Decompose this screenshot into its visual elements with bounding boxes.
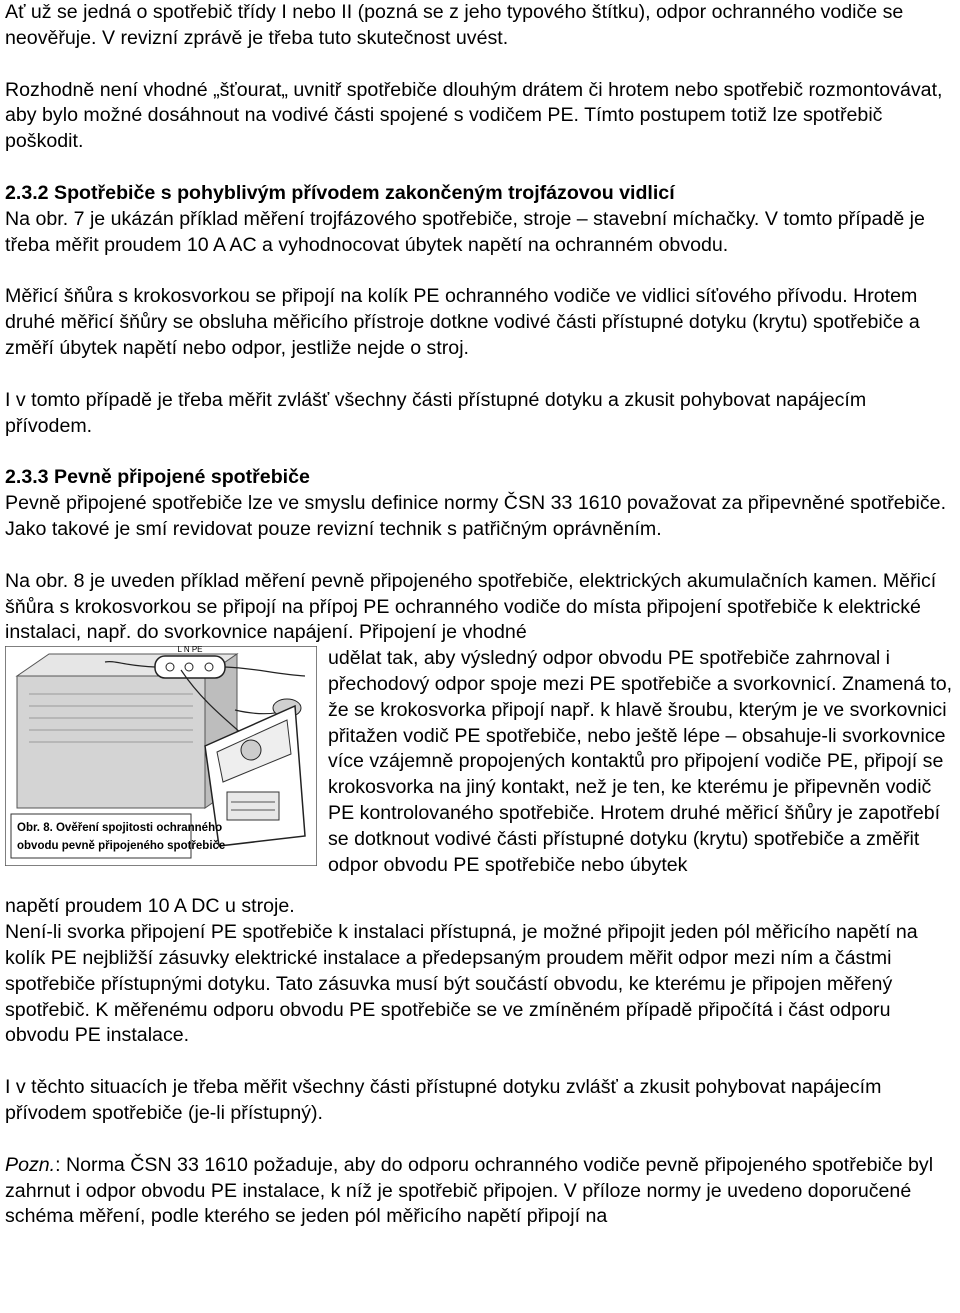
section-heading-2-3-3: 2.3.3 Pevně připojené spotřebiče (5, 466, 310, 489)
note-paragraph (5, 1153, 955, 1230)
paragraph-continuation: napětí proudem 10 A DC u stroje. (5, 895, 295, 918)
paragraph: Ať už se jedná o spotřebič třídy I nebo II (pozná se z jeho typového štítku), odpor ochranného vodiče se neověřuje. V revizní zprávě je třeba tuto skutečnost uvést. (5, 1, 904, 49)
paragraph: Není-li svorka připojení PE spotřebiče k instalaci přístupná, je možné připojit jeden pól měřicího napětí na kolík PE nejbližší zásuvky elektrické instalace a předepsaným proudem měřit odpor mezi ním a částmi spotřebiče přístupnými dotyku. Tato zásuvka musí být součástí obvodu, ke kterému je připojen měřený spotřebič. K měřenému odporu obvodu PE spotřebiče se ve zmíněném případě připočítá i část odporu obvodu PE instalace. (5, 921, 918, 1047)
paragraph: Rozhodně není vhodné „šťourat„ uvnitř spotřebiče dlouhým drátem či hrotem nebo spotřebič rozmontovávat, aby bylo možné dosáhnout na vodivé části spojené s vodičem PE. Tímto postupem totiž lze spotřebič poškodit. (5, 78, 943, 153)
paragraph: Měřicí šňůra s krokosvorkou se připojí na kolík PE ochranného vodiče ve vidlici síťového přívodu. Hrotem druhé měřicí šňůry se obsluha měřicího přístroje dotkne vodivé části přístupné dotyku (krytu) spotřebiče a změří úbytek napětí nebo odpor, jestliže nejde o stroj. (5, 285, 920, 359)
paragraph-wrapped: udělat tak, aby výsledný odpor obvodu PE spotřebiče zahrnoval i přechodový odpor spoje mezi PE spotřebiče a svorkovnicí. Znamená to, že se krokosvorka připojí např. k hlavě šroubu, kterým je ve svorkovnici přitažen vodič PE spotřebiče, nebo ještě lépe – obsahuje-li svorkovnice více vzájemně propojených kontaktů pro připojení vodiče PE, připojí se krokosvorka na jiný kontakt, než je ten, ke kterému je připevněn vodič PE kontrolovaného spotřebiče. Hrotem druhé měřicí šňůry je zapotřebí se dotknout vodivé části přístupné dotyku (krytu) spotřebiče a změřit odpor obvodu PE spotřebiče nebo úbytek (328, 647, 953, 876)
note-label: Pozn. (5, 1153, 56, 1176)
document-page (5, 0, 955, 1230)
note-text: : Norma ČSN 33 1610 požaduje, aby do odporu ochranného vodiče pevně připojeného spotřebiče byl zahrnut i odpor obvodu PE instalace, k níž je spotřebič připojen. V příloze normy je uvedeno doporučené schéma měření, podle kterého se jeden pól měřicího napětí připojí na (5, 1153, 934, 1228)
paragraph: Na obr. 8 je uveden příklad měření pevně připojeného spotřebiče, elektrických akumulačních kamen. Měřicí šňůra s krokosvorkou se připojí na přípoj PE ochranného vodiče do místa připojení spotřebiče k elektrické instalaci, např. do svorkovnice napájení. Připojení je vhodné (5, 569, 937, 644)
figure-with-wrapped-text (5, 646, 955, 920)
section-heading-2-3-2: 2.3.2 Spotřebiče s pohyblivým přívodem zakončeným trojfázovou vidlicí (5, 181, 675, 204)
paragraph: Pevně připojené spotřebiče lze ve smyslu definice normy ČSN 33 1610 považovat za připevněné spotřebiče. Jako takové je smí revidovat pouze revizní technik s patřičným oprávněním. (5, 492, 947, 540)
paragraph: I v tomto případě je třeba měřit zvlášť všechny části přístupné dotyku a zkusit pohybovat napájecím přívodem. (5, 388, 867, 437)
paragraph: I v těchto situacích je třeba měřit všechny části přístupné dotyku zvlášť a zkusit pohybovat napájecím přívodem spotřebiče (je-li přístupný). (5, 1076, 882, 1124)
paragraph: Na obr. 7 je ukázán příklad měření trojfázového spotřebiče, stroje – stavební míchačky. V tomto případě je třeba měřit proudem 10 A AC a vyhodnocovat úbytek napětí na ochranném obvodu. (5, 207, 925, 256)
terminal-label: L N PE (177, 646, 203, 655)
figure-caption-line1: Obr. 8. Ověření spojitosti ochranného (17, 822, 223, 835)
figure-caption-line2: obvodu pevně připojeného spotřebiče (17, 840, 226, 853)
figure-8-illustration (5, 646, 317, 866)
